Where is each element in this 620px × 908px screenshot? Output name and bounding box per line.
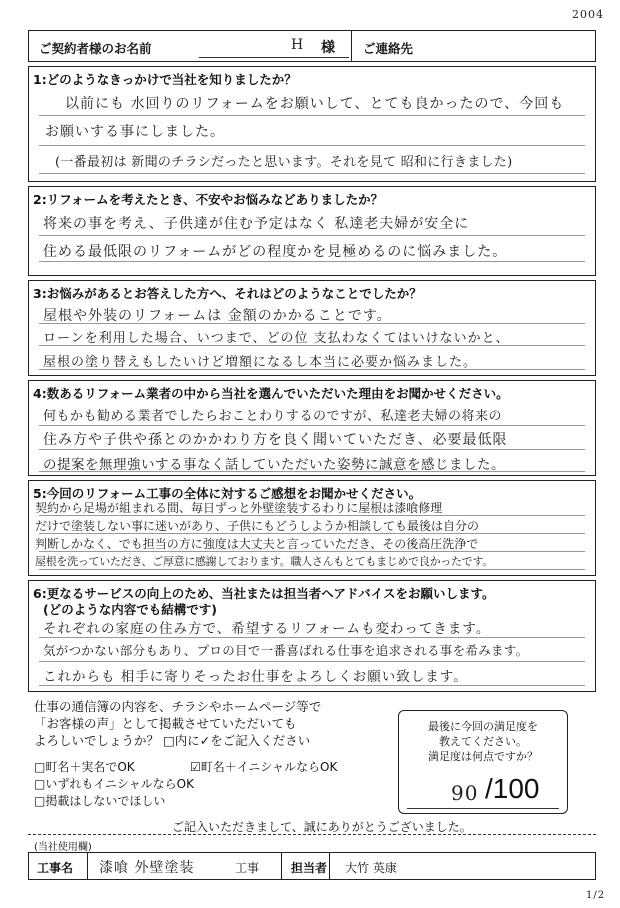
footer-divider-2 <box>281 853 282 879</box>
consent-line-1: 仕事の通信簿の内容を、チラシやホームページ等で <box>34 699 322 714</box>
consent-option-4[interactable]: □掲載はしないでほしい <box>34 794 166 808</box>
answer-1-line-2: お願いする事にしました。 <box>45 124 225 140</box>
answer-5-line-2: だけで塗装しない事に迷いがあり、子供にもどうしようか相談しても最後は自分の <box>35 519 480 533</box>
footer-divider-3 <box>329 853 330 879</box>
thanks-text: ご記入いただきまして、誠にありがとうございました。 <box>172 820 472 834</box>
answer-3-line-1: 屋根や外装のリフォームは 金額のかかることです。 <box>43 308 392 324</box>
answer-4-line-1: 何もかも勧める業者でしたらおことわりするのですが、私達老夫婦の将来の <box>43 409 503 424</box>
work-suffix: 工事 <box>235 861 260 875</box>
footer-divider <box>28 834 596 835</box>
satisfaction-max: /100 <box>485 773 540 804</box>
answer-5-line-3: 判断しかなく、でも担当の方に強度は大丈夫と言っていただき、その後高圧洗浄で <box>35 537 479 551</box>
staff-value: 大竹 英康 <box>345 861 397 875</box>
contact-label: ご連絡先 <box>363 41 414 56</box>
answer-6-line-2: 気がつかない部分もあり、プロの目で一番喜ばれる仕事を追求される事を希みます。 <box>43 643 529 658</box>
answer-4-line-2: 住み方や子供や孫とのかかわり方を良く聞いていただき、必要最低限 <box>43 432 508 448</box>
page-mark: 1/2 <box>586 890 606 901</box>
answer-6-line-1: それぞれの家庭の住み方で、希望するリフォームも変わってきます。 <box>43 621 491 637</box>
satisfaction-score: 90 <box>451 781 479 805</box>
name-value: H <box>291 37 305 53</box>
answer-2-line-1: 将来の事を考え、子供達が住む予定はなく 私達老夫婦が安全に <box>43 216 470 232</box>
answer-5-line-1: 契約から足場が組まれる間、毎日ずっと外壁塗装するわりに屋根は漆喰修理 <box>35 501 443 515</box>
consent-option-3[interactable]: □いずれもイニシャルならOK <box>34 777 194 791</box>
consent-line-3: よろしいでしょうか？ □内に✓をご記入ください <box>34 733 311 748</box>
consent-block <box>34 698 321 749</box>
satisfaction-box <box>398 710 568 814</box>
work-label: 工事名 <box>37 861 74 875</box>
answer-1-line-3: (一番最初は 新聞のチラシだったと思います。それを見て 昭和に行きました) <box>55 155 513 170</box>
name-label: ご契約者様のお名前 <box>39 41 152 56</box>
footer-row <box>28 852 596 880</box>
question-3-title: 3:お悩みがあるとお答えした方へ、それはどのようなことでしたか？ <box>33 286 422 301</box>
answer-2-line-2: 住める最低限のリフォームがどの程度かを見極めるのに悩みました。 <box>43 244 508 260</box>
question-1-title: 1:どのようなきっかけで当社を知りましたか？ <box>33 72 297 87</box>
footer-divider-1 <box>87 853 88 879</box>
header-row <box>28 30 596 62</box>
question-5-title: 5:今回のリフォーム工事の全体に対するご感想をお聞かせください。 <box>33 486 422 501</box>
answer-5-line-4: 屋根を洗っていただき、ご厚意に感謝しております。職人さんもとてもまじめで良かったです。 <box>35 555 493 568</box>
name-suffix: 様 <box>321 40 335 56</box>
question-1 <box>28 66 596 182</box>
consent-option-2[interactable]: ☑町名＋イニシャルならOK <box>190 760 338 774</box>
consent-option-1[interactable]: □町名＋実名でOK <box>34 760 135 774</box>
question-3 <box>28 280 596 376</box>
satisfaction-prompt-2: 教えてください。 <box>439 735 527 748</box>
question-4 <box>28 380 596 476</box>
question-2 <box>28 186 596 276</box>
question-2-title: 2:リフォームを考えたとき、不安やお悩みなどありましたか？ <box>33 192 384 207</box>
staff-label: 担当者 <box>291 861 328 875</box>
corner-mark: 2004 <box>572 8 604 21</box>
satisfaction-prompt-3: 満足度は何点ですか？ <box>428 750 538 763</box>
answer-1-line-1: 以前にも 水回りのリフォームをお願いして、とても良かったので、今回も <box>65 96 565 112</box>
question-5 <box>28 480 596 576</box>
office-label: (当社使用欄) <box>34 842 92 853</box>
question-6-subtitle: (どのような内容でも結構です) <box>43 602 217 617</box>
name-underline <box>199 57 349 58</box>
answer-3-line-3: 屋根の塗り替えもしたいけど増額になるし本当に必要か悩みました。 <box>43 355 478 370</box>
answer-3-line-2: ローンを利用した場合、いつまで、どの位 支払わなくてはいけないかと、 <box>43 331 510 346</box>
question-4-title: 4:数あるリフォーム業者の中から当社を選んでいただいた理由をお聞かせください。 <box>33 386 509 401</box>
score-underline <box>407 808 559 809</box>
work-value: 漆喰 外壁塗装 <box>99 860 195 876</box>
satisfaction-prompt-1: 最後に今回の満足度を <box>428 720 538 733</box>
question-6 <box>28 580 596 692</box>
answer-6-line-3: これからも 相手に寄りそったお仕事をよろしくお願い致します。 <box>43 669 468 685</box>
question-6-title: 6:更なるサービスの向上のため、当社または担当者へアドバイスをお願いします。 <box>33 586 495 601</box>
header-divider <box>351 31 352 61</box>
consent-line-2: 「お客様の声」として掲載させていただいても <box>34 716 297 731</box>
answer-4-line-3: の提案を無理強いする事なく話していただいた姿勢に誠意を感じました。 <box>43 457 505 473</box>
